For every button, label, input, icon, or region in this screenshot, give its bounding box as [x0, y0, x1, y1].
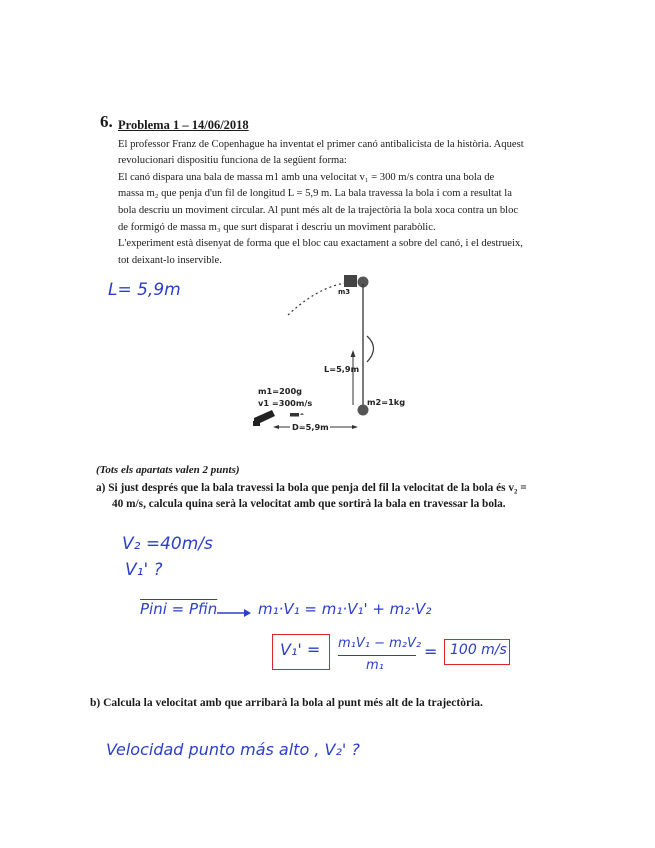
label-v1: v1 =300m/s	[258, 398, 313, 408]
question-a	[96, 480, 566, 512]
problem-text-line-1: El professor Franz de Copenhague ha inventat el primer canó antibalicista de la història. Aquest	[118, 139, 524, 150]
problem-text-line-7: L'experiment està disenyat de forma que el bloc cau exactament a sobre del canó, i el destrueix,	[118, 238, 523, 249]
bullet	[290, 413, 299, 417]
handwritten-fraction-denominator: m₁	[366, 658, 384, 673]
question-b: b) Calcula la velocitat amb que arribarà la bola al punt més alt de la trajectòria.	[90, 697, 483, 709]
label-L: L=5,9m	[324, 364, 360, 374]
problem-title: Problema 1 – 14/06/2018	[118, 118, 249, 132]
points-note: (Tots els apartats valen 2 punts)	[96, 464, 240, 476]
equals-sign: =	[424, 642, 438, 661]
handwritten-part-b-note: Velocidad punto más alto , V₂' ?	[106, 740, 360, 759]
problem-text-line-2: revolucionari dispositiu funciona de la següent forma:	[118, 155, 347, 166]
handwritten-v2-given: V₂ =40m/s	[122, 534, 213, 554]
handwritten-fraction-numerator: m₁V₁ − m₂V₂	[338, 636, 422, 651]
circular-arc-arrow	[367, 336, 374, 362]
handwritten-momentum-conservation: Pini = Pfin	[140, 600, 218, 618]
question-a-line-1: a) Si just després que la bala travessi la bola que penja del fil la velocitat de la bola és v₂ =	[96, 482, 527, 494]
handwritten-given-L: L= 5,9m	[108, 280, 181, 300]
arrow-right-icon	[215, 606, 253, 620]
handwritten-v1-result-label: V₁' =	[280, 640, 321, 659]
problem-text-line-4: massa m₂ que penja d'un fil de longitud L = 5,9 m. La bala travessa la bola i com a resultat la	[118, 188, 512, 199]
label-D: D=5,9m	[292, 422, 329, 432]
physics-diagram	[240, 270, 460, 440]
question-a-line-2: 40 m/s, calcula quina serà la velocitat amb que sortirà la bala en travessar la bola.	[112, 498, 506, 510]
label-m2: m2=1kg	[367, 397, 406, 407]
problem-text-line-6: de formigó de massa m₃ que surt disparat i descriu un moviment parabòlic.	[118, 222, 436, 233]
handwritten-v1-unknown: V₁' ?	[125, 560, 163, 580]
handwritten-momentum-equation: m₁·V₁ = m₁·V₁' + m₂·V₂	[258, 600, 432, 618]
handwritten-v1-result-value: 100 m/s	[450, 642, 507, 658]
label-m3: m3	[338, 288, 351, 296]
problem-text-line-8: tot deixant-lo inservible.	[118, 255, 222, 266]
problem-text-line-3: El canó dispara una bala de massa m1 amb una velocitat v₁ = 300 m/s contra una bola de	[118, 172, 495, 183]
problem-text-line-5: bola descriu un moviment circular. Al punt més alt de la trajectòria la bola xoca contra un bloc	[118, 205, 519, 216]
fraction-bar	[338, 655, 416, 656]
block-m3	[344, 275, 357, 287]
problem-number: 6.	[100, 112, 113, 131]
label-m1: m1=200g	[258, 386, 303, 396]
